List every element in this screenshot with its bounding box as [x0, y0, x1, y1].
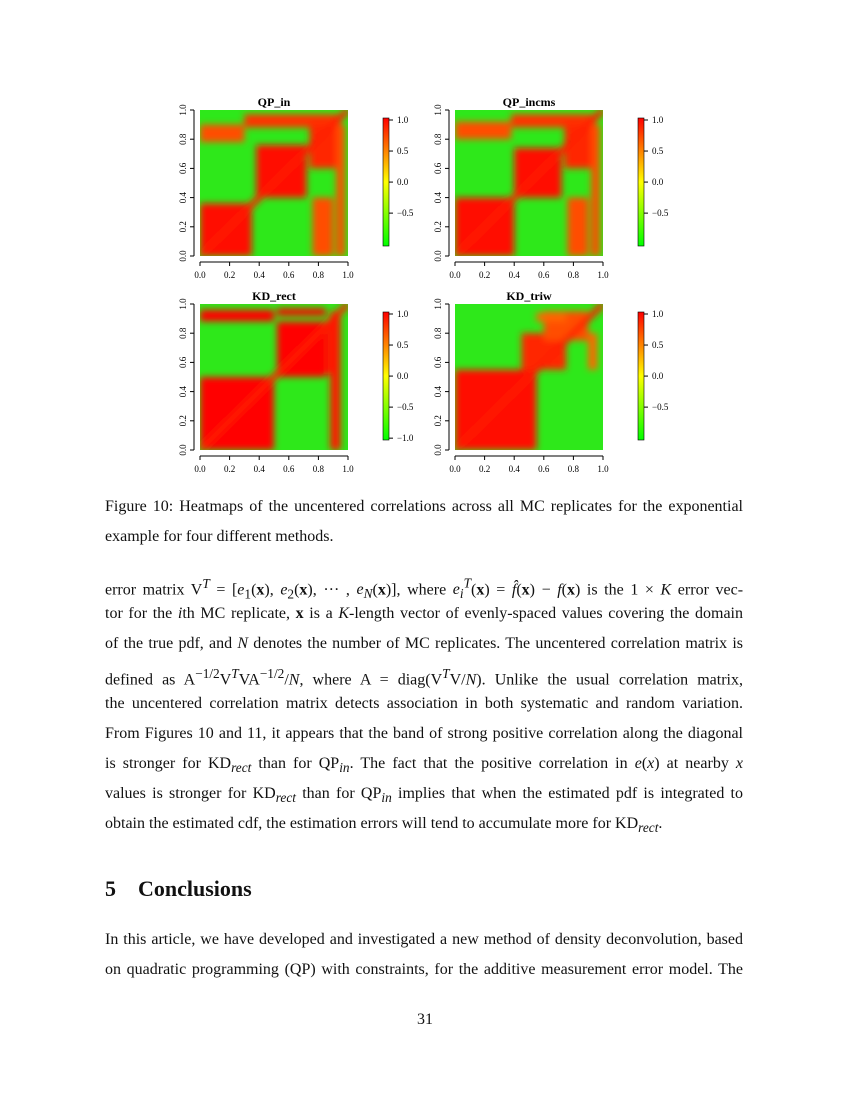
heatmap-cell-block [336, 125, 345, 256]
section-title: Conclusions [138, 876, 252, 901]
colorbar-tick-label: −1.0 [397, 433, 414, 444]
x-tick-label: 0.8 [567, 270, 580, 280]
text-line: the uncentered correlation matrix detects association in both systematic and random variation. [105, 695, 743, 712]
y-tick-label: 0.8 [433, 133, 443, 145]
colorbar-tick-label: 0.0 [652, 371, 664, 382]
colorbar-tick-label: 0.5 [652, 146, 664, 157]
heatmap-area [200, 110, 348, 256]
colorbar [383, 118, 389, 246]
caption-line: example for four different methods. [105, 528, 334, 545]
text-line: error matrix $V^T = [e_1(x)$, $e_2(x)$, ··· , $e_N(x)$], where $e_i^T(x)$ = f̂(x) − f(x) is the 1 × K error vec- [105, 576, 744, 602]
heatmap-svg [425, 90, 725, 285]
x-tick-label: 0.0 [449, 270, 461, 280]
x-tick-label: 0.6 [538, 464, 550, 474]
heatmap-title: KD_triw [506, 289, 552, 303]
heatmap-cell-block [200, 310, 274, 322]
colorbar-tick-label: 1.0 [652, 309, 664, 319]
y-tick-label: 0.8 [178, 327, 188, 339]
y-tick-label: 1.0 [178, 298, 188, 310]
y-tick-label: 0.6 [433, 162, 443, 175]
x-tick-label: 0.4 [508, 270, 520, 280]
x-tick-label: 0.8 [312, 270, 325, 280]
x-tick-label: 0.8 [312, 464, 325, 474]
heatmap-title: KD_rect [252, 289, 296, 303]
y-tick-label: 0.2 [178, 221, 188, 233]
colorbar-tick-label: −0.5 [652, 208, 669, 219]
x-tick-label: 1.0 [597, 464, 609, 474]
y-tick-label: 0.2 [178, 415, 188, 427]
y-tick-label: 0.0 [433, 250, 443, 262]
page-number: 31 [417, 1011, 433, 1028]
colorbar [638, 312, 644, 440]
heatmap-title: QP_incms [502, 95, 556, 109]
heatmap-svg [425, 284, 725, 479]
x-tick-label: 0.8 [567, 464, 580, 474]
text-line: values is stronger for $KD_{rect}$ than for $QP_{in}$ implies that when the estimated pdf is integrated to [105, 785, 744, 806]
section-number: 5 [105, 876, 116, 901]
colorbar-tick-label: 0.0 [397, 177, 409, 188]
x-tick-label: 0.0 [194, 270, 206, 280]
text-line: From Figures 10 and 11, it appears that the band of strong positive correlation along the diagonal [105, 725, 743, 742]
x-tick-label: 0.2 [223, 270, 236, 280]
colorbar-tick-label: −0.5 [397, 208, 414, 219]
x-tick-label: 0.4 [253, 270, 265, 280]
section-heading [105, 876, 274, 902]
colorbar-tick-label: 0.0 [652, 177, 664, 188]
colorbar [383, 312, 389, 440]
y-tick-label: 0.4 [433, 191, 443, 204]
text-line: In this article, we have developed and investigated a new method of density deconvolution, based [105, 931, 743, 948]
x-tick-label: 0.2 [478, 464, 491, 474]
colorbar-tick-label: 0.5 [397, 340, 409, 351]
colorbar-tick-label: −0.5 [652, 402, 669, 413]
x-tick-label: 1.0 [597, 270, 609, 280]
x-tick-label: 0.6 [283, 270, 295, 280]
text-line: of the true pdf, and N denotes the number of MC replicates. The uncentered correlation matrix is [105, 635, 743, 652]
colorbar-tick-label: 0.5 [397, 146, 409, 157]
x-tick-label: 0.4 [508, 464, 520, 474]
y-tick-label: 0.6 [433, 356, 443, 369]
x-tick-label: 0.0 [449, 464, 461, 474]
y-tick-label: 0.0 [178, 250, 188, 262]
text-line: is stronger for $KD_{rect}$ than for $QP_{in}$. The fact that the positive correlation in e(x) at nearby x [105, 755, 744, 776]
heatmap-panel [425, 90, 725, 285]
heatmap-panel [425, 284, 725, 479]
x-tick-label: 0.6 [538, 270, 550, 280]
heatmap-cell-block [277, 308, 326, 315]
x-tick-label: 0.4 [253, 464, 265, 474]
text-line: defined as $A^{-1/2}V^TVA^{-1/2}/N$, where $A = diag(V^TV/N)$. Unlike the usual correlation matrix, [105, 666, 743, 689]
heatmap-cell-block [591, 125, 600, 256]
y-tick-label: 0.2 [433, 221, 443, 233]
text-line: obtain the estimated cdf, the estimation errors will tend to accumulate more for $KD_{rect}$. [105, 815, 663, 836]
heatmap-cell-block [588, 333, 597, 370]
x-tick-label: 0.0 [194, 464, 206, 474]
colorbar-tick-label: 1.0 [652, 115, 664, 125]
heatmap-area [200, 304, 348, 450]
x-tick-label: 0.6 [283, 464, 295, 474]
y-tick-label: 0.0 [433, 444, 443, 456]
colorbar-tick-label: 0.0 [397, 371, 409, 382]
y-tick-label: 0.8 [433, 327, 443, 339]
colorbar-tick-label: 1.0 [397, 115, 409, 125]
heatmap-cell-block [536, 313, 566, 322]
x-tick-label: 0.2 [478, 270, 491, 280]
heatmap-cell-block [330, 311, 340, 450]
heatmap-area [455, 110, 603, 256]
x-tick-label: 0.2 [223, 464, 236, 474]
caption-line: Figure 10: Heatmaps of the uncentered correlations across all MC replicates for the exponential [105, 498, 743, 515]
text-line: tor for the ith MC replicate, x is a K-length vector of evenly-spaced values covering the domain [105, 605, 743, 622]
y-tick-label: 0.0 [178, 444, 188, 456]
x-tick-label: 1.0 [342, 270, 354, 280]
heatmap-area [455, 304, 603, 450]
y-tick-label: 1.0 [178, 104, 188, 116]
y-tick-label: 0.4 [178, 385, 188, 398]
heatmap-cell-block [312, 198, 333, 256]
colorbar-tick-label: 0.5 [652, 340, 664, 351]
colorbar-tick-label: 1.0 [397, 309, 409, 319]
heatmap-cell-block [455, 122, 511, 140]
y-tick-label: 1.0 [433, 104, 443, 116]
y-tick-label: 1.0 [433, 298, 443, 310]
y-tick-label: 0.4 [433, 385, 443, 398]
colorbar [638, 118, 644, 246]
y-tick-label: 0.8 [178, 133, 188, 145]
y-tick-label: 0.6 [178, 162, 188, 175]
heatmap-cell-block [567, 198, 588, 256]
y-tick-label: 0.6 [178, 356, 188, 369]
y-tick-label: 0.2 [433, 415, 443, 427]
y-tick-label: 0.4 [178, 191, 188, 204]
colorbar-tick-label: −0.5 [397, 402, 414, 413]
heatmap-cell-block [200, 125, 244, 143]
x-tick-label: 1.0 [342, 464, 354, 474]
heatmap-title: QP_in [257, 95, 291, 109]
text-line: on quadratic programming (QP) with constraints, for the additive measurement error model. The [105, 961, 743, 978]
